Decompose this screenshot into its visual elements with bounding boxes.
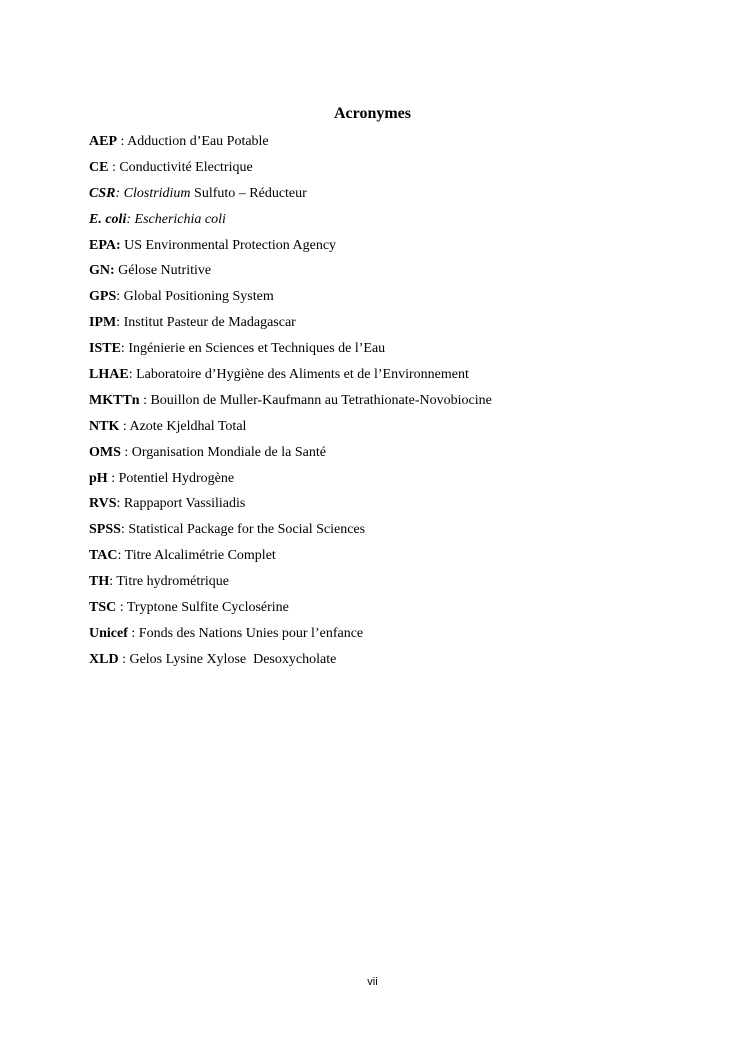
acronym-definition: Laboratoire d’Hygiène des Aliments et de l’Environnement bbox=[136, 367, 469, 383]
acronym-entry-mkttn bbox=[89, 392, 709, 418]
acronym-abbr: CSR bbox=[89, 185, 116, 201]
acronym-abbr: OMS bbox=[89, 444, 121, 460]
acronym-entry-ecoli bbox=[89, 211, 709, 237]
acronym-entry-ipm bbox=[89, 314, 709, 340]
acronym-definition: Azote Kjeldhal Total bbox=[129, 418, 247, 434]
acronym-definition: Ingénierie en Sciences et Techniques de l’Eau bbox=[128, 341, 386, 357]
acronym-abbr: SPSS bbox=[89, 522, 121, 538]
acronym-entry-iste bbox=[89, 340, 709, 366]
acronym-separator: : bbox=[107, 470, 119, 486]
acronym-abbr: AEP bbox=[89, 134, 117, 149]
acronym-separator: : bbox=[117, 134, 128, 149]
acronym-abbr: ISTE bbox=[89, 341, 121, 357]
acronym-separator: : bbox=[118, 651, 130, 667]
acronym-entry-spss bbox=[89, 521, 709, 547]
acronym-separator: : bbox=[128, 367, 137, 383]
acronym-separator: : bbox=[120, 341, 129, 357]
acronym-definition: Gélose Nutritive bbox=[118, 263, 212, 279]
page-number: vii bbox=[367, 976, 378, 988]
acronym-entry-csr bbox=[89, 185, 709, 211]
acronym-abbr: CE bbox=[89, 159, 109, 175]
acronym-entry-ntk bbox=[89, 418, 709, 444]
acronym-abbr: NTK bbox=[89, 418, 120, 434]
acronym-definition-italic: Escherichia coli bbox=[134, 211, 226, 227]
acronym-entry-epa bbox=[89, 237, 709, 263]
acronym-definition: Titre Alcalimétrie Complet bbox=[124, 548, 276, 564]
acronym-list bbox=[89, 133, 709, 677]
acronym-abbr: TAC bbox=[89, 548, 118, 564]
acronym-abbr: XLD bbox=[89, 651, 119, 667]
acronym-entry-ph bbox=[89, 470, 709, 496]
acronym-definition: Rappaport Vassiliadis bbox=[123, 496, 246, 512]
acronym-definition: Statistical Package for the Social Sciences bbox=[128, 522, 366, 538]
acronym-separator: : bbox=[117, 548, 125, 564]
acronym-entry-th bbox=[89, 573, 709, 599]
acronym-abbr: pH bbox=[89, 470, 108, 486]
acronym-abbr: GN: bbox=[89, 263, 115, 279]
acronym-entry-ce bbox=[89, 159, 709, 185]
acronym-definition: Global Positioning System bbox=[123, 289, 274, 305]
acronym-entry-lhae bbox=[89, 366, 709, 392]
acronym-abbr: GPS bbox=[89, 289, 117, 305]
acronym-definition: Adduction d’Eau Potable bbox=[127, 134, 269, 149]
acronym-definition: Gelos Lysine Xylose Desoxycholate bbox=[129, 651, 337, 667]
acronym-definition: US Environmental Protection Agency bbox=[124, 237, 337, 253]
acronym-definition: Tryptone Sulfite Cyclosérine bbox=[126, 600, 289, 616]
acronym-definition: Potentiel Hydrogène bbox=[118, 470, 235, 486]
acronym-abbr: IPM bbox=[89, 315, 117, 331]
acronym-abbr: TH bbox=[89, 574, 110, 590]
acronym-separator: : bbox=[127, 625, 139, 641]
acronym-definition-italic: Clostridium bbox=[123, 185, 191, 201]
acronym-abbr: EPA: bbox=[89, 237, 121, 253]
acronym-separator: : bbox=[116, 289, 124, 305]
acronym-separator: : bbox=[115, 185, 124, 201]
acronym-entry-aep bbox=[89, 133, 709, 159]
acronym-entry-rvs bbox=[89, 495, 709, 521]
page-title: Acronymes bbox=[333, 105, 412, 122]
acronym-abbr: MKTTn bbox=[89, 392, 140, 408]
acronym-definition: Conductivité Electrique bbox=[119, 159, 253, 175]
acronym-abbr: E. coli bbox=[89, 211, 127, 227]
acronym-separator: : bbox=[116, 600, 127, 616]
acronym-entry-unicef bbox=[89, 625, 709, 651]
acronym-separator: : bbox=[119, 418, 130, 434]
acronym-entry-gn bbox=[89, 262, 709, 288]
acronym-abbr: TSC bbox=[89, 600, 117, 616]
acronym-separator: : bbox=[120, 444, 132, 460]
acronym-entry-xld bbox=[89, 651, 709, 677]
acronym-abbr: RVS bbox=[89, 496, 117, 512]
acronym-entry-gps bbox=[89, 288, 709, 314]
acronym-abbr: LHAE bbox=[89, 367, 129, 383]
acronym-separator: : bbox=[116, 315, 124, 331]
acronym-definition: Sulfuto – Réducteur bbox=[190, 185, 307, 201]
acronym-separator: : bbox=[126, 211, 135, 227]
acronym-separator: : bbox=[120, 522, 129, 538]
acronym-abbr: Unicef bbox=[89, 625, 128, 641]
acronym-definition: Institut Pasteur de Madagascar bbox=[123, 315, 296, 331]
acronym-definition: Bouillon de Muller-Kaufmann au Tetrathionate-Novobiocine bbox=[150, 392, 492, 408]
acronym-entry-tsc bbox=[89, 599, 709, 625]
acronym-definition: Organisation Mondiale de la Santé bbox=[131, 444, 326, 460]
acronym-separator: : bbox=[139, 392, 151, 408]
acronym-entry-oms bbox=[89, 444, 709, 470]
acronym-entry-tac bbox=[89, 547, 709, 573]
acronym-definition: Fonds des Nations Unies pour l’enfance bbox=[138, 625, 364, 641]
acronym-separator: : bbox=[108, 159, 120, 175]
acronym-definition: Titre hydrométrique bbox=[116, 574, 230, 590]
acronym-separator: : bbox=[116, 496, 124, 512]
acronym-separator: : bbox=[109, 574, 117, 590]
